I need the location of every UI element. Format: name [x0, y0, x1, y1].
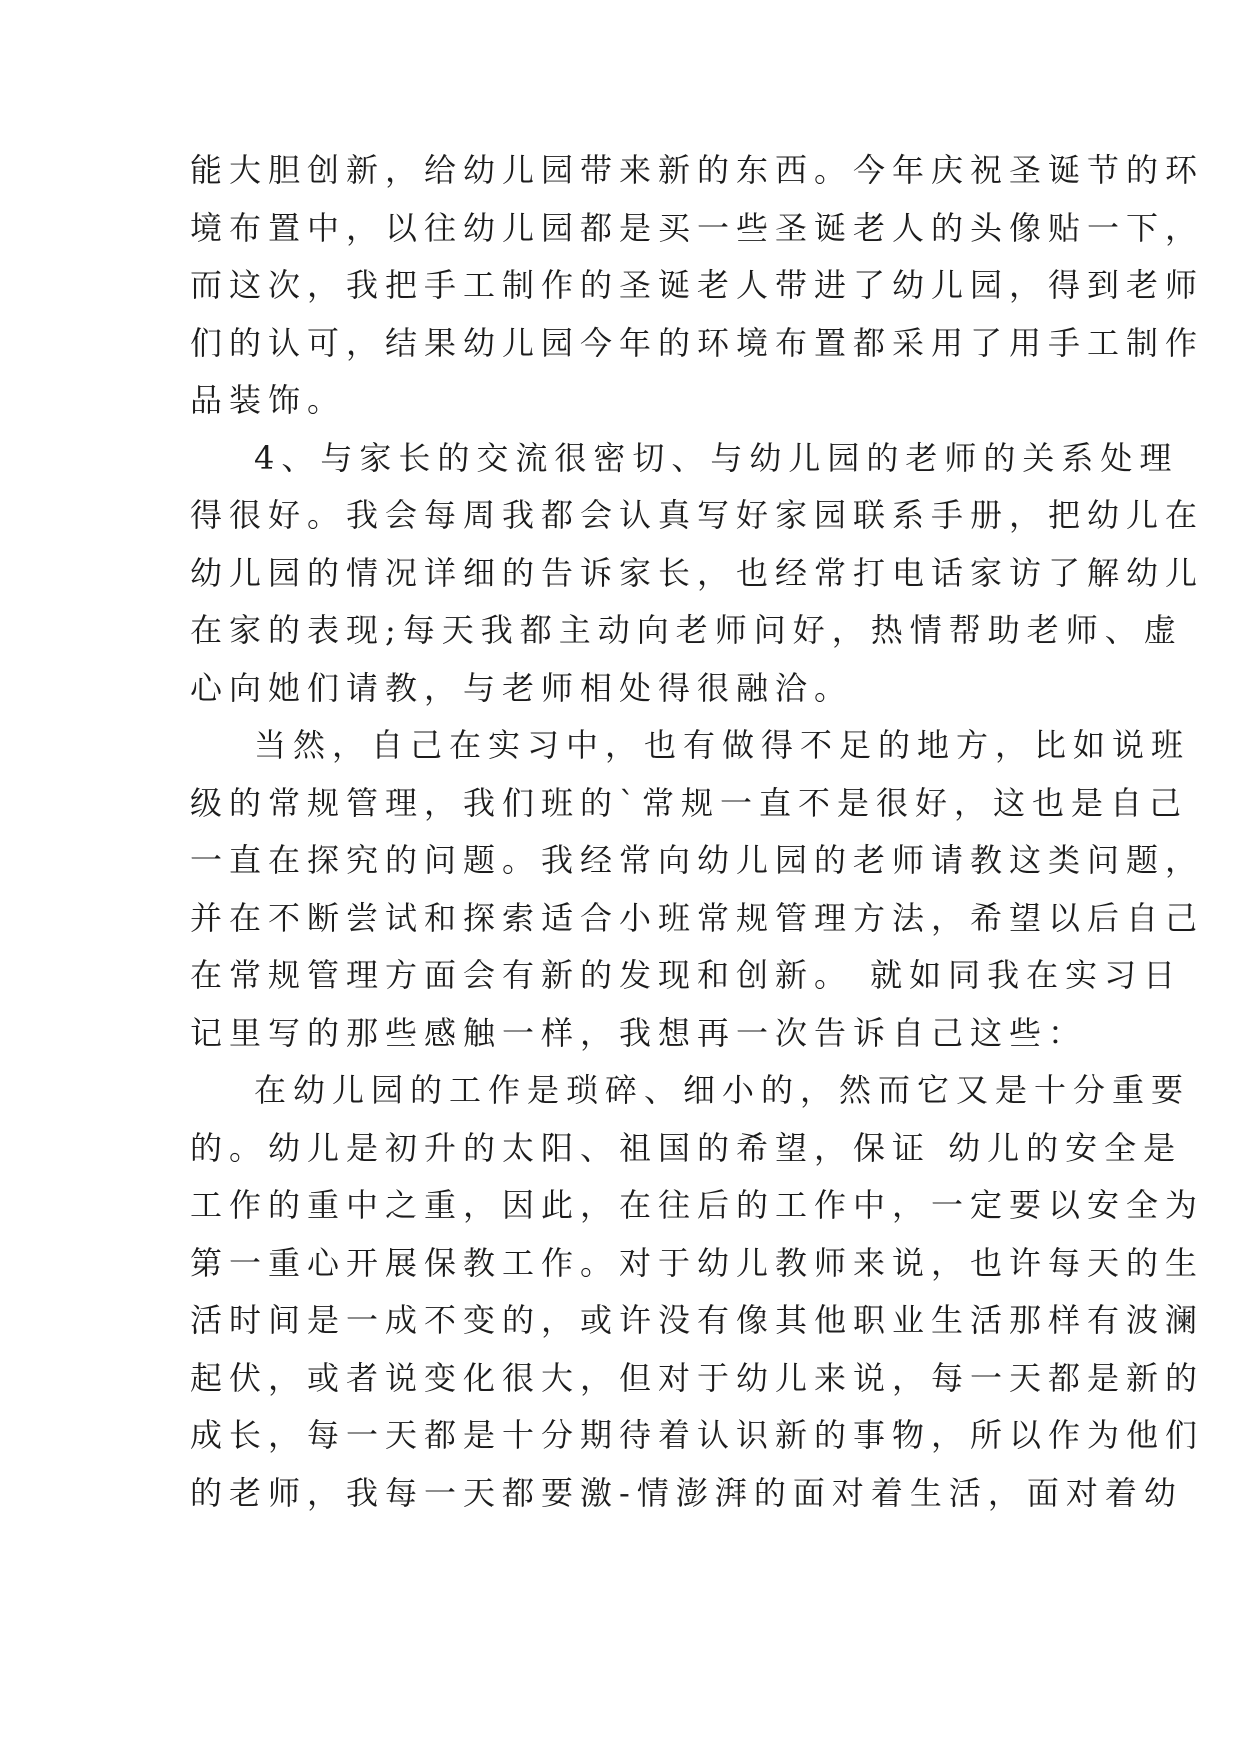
- text-line: 心向她们请教，与老师相处得很融洽。: [190, 668, 854, 707]
- text-line: 并在不断尝试和探索适合小班常规管理方法，希望以后自己: [190, 898, 1205, 937]
- paragraph-start-line: 在幼儿园的工作是琐碎、细小的，然而它又是十分重要: [254, 1071, 1191, 1109]
- text-line: 活时间是一成不变的，或许没有像其他职业生活那样有波澜: [190, 1301, 1205, 1339]
- paragraph-start-line: 4、与家长的交流很密切、与幼儿园的老师的关系处理: [254, 438, 1179, 477]
- paragraph-start-line: 当然，自己在实习中，也有做得不足的地方，比如说班: [254, 726, 1191, 764]
- body-text: [190, 142, 1205, 1522]
- text-line: 们的认可，结果幼儿园今年的环境布置都采用了用手工制作: [190, 323, 1205, 362]
- text-line: 品装饰。: [190, 381, 347, 419]
- text-line: 成长，每一天都是十分期待着认识新的事物，所以作为他们: [190, 1416, 1205, 1454]
- text-line: 在常规管理方面会有新的发现和创新。 就如同我在实习日: [190, 956, 1183, 994]
- text-line: 得很好。我会每周我都会认真写好家园联系手册，把幼儿在: [190, 496, 1205, 534]
- text-line: 起伏，或者说变化很大，但对于幼儿来说，每一天都是新的: [190, 1358, 1205, 1397]
- text-line: 境布置中，以往幼儿园都是买一些圣诞老人的头像贴一下，: [190, 208, 1205, 247]
- text-line: 工作的重中之重，因此，在往后的工作中，一定要以安全为: [190, 1186, 1205, 1224]
- text-line: 第一重心开展保教工作。对于幼儿教师来说，也许每天的生: [190, 1243, 1205, 1282]
- text-line: 能大胆创新，给幼儿园带来新的东西。今年庆祝圣诞节的环: [190, 151, 1205, 189]
- text-line: 一直在探究的问题。我经常向幼儿园的老师请教这类问题，: [190, 841, 1205, 879]
- text-line: 的。幼儿是初升的太阳、祖国的希望，保证 幼儿的安全是: [190, 1128, 1183, 1167]
- text-line: 幼儿园的情况详细的告诉家长，也经常打电话家访了解幼儿: [190, 553, 1205, 592]
- text-line: 而这次，我把手工制作的圣诞老人带进了幼儿园，得到老师: [190, 266, 1205, 304]
- text-line: 的老师，我每一天都要激-情澎湃的面对着生活，面对着幼: [190, 1473, 1183, 1512]
- text-line: 在家的表现;每天我都主动向老师问好，热情帮助老师、虚: [190, 611, 1183, 649]
- text-line: 级的常规管理，我们班的`常规一直不是很好，这也是自己: [190, 783, 1189, 822]
- text-line: 记里写的那些感触一样，我想再一次告诉自己这些：: [190, 1013, 1088, 1052]
